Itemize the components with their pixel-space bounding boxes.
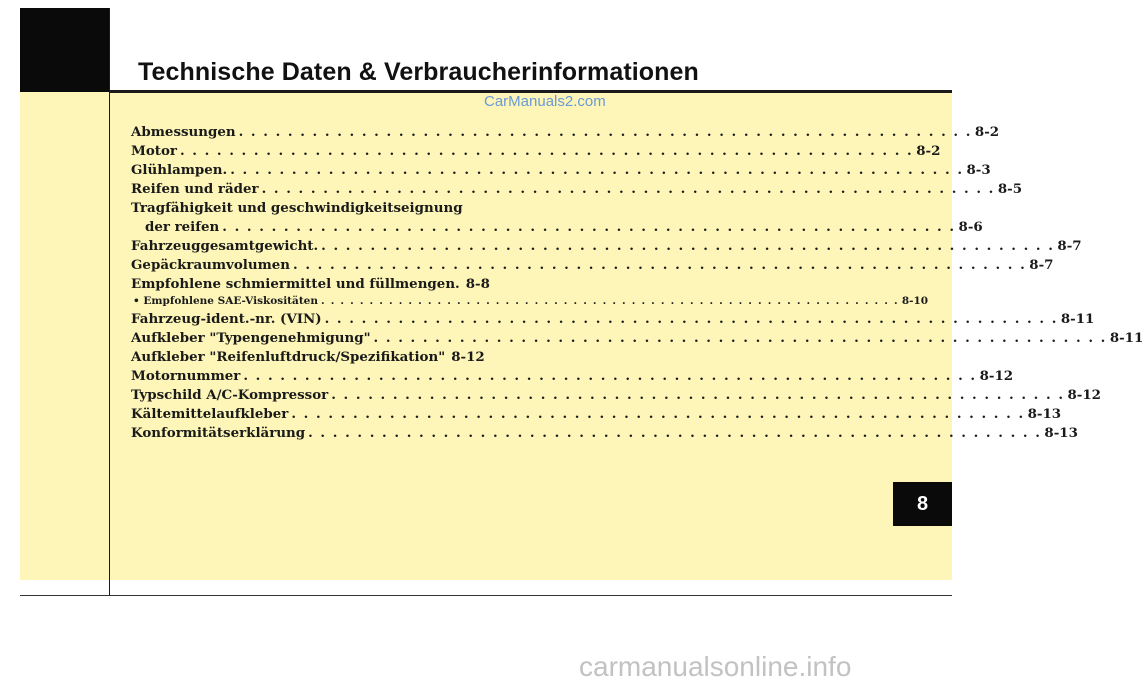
- toc-entry-page: 8-11: [1060, 311, 1095, 327]
- toc-entry-page: 8-13: [1027, 406, 1062, 422]
- chapter-tab: [893, 482, 952, 526]
- toc-entry-page: 8-5: [997, 181, 1023, 197]
- toc-entry-page: 8-7: [1057, 238, 1082, 254]
- footer-rule: [20, 595, 952, 596]
- toc-entry-page: 8-12: [979, 368, 1014, 384]
- toc-entry[interactable]: [131, 219, 983, 238]
- toc-entry-text: der reifen: [145, 219, 220, 235]
- toc-entry-text: Aufkleber "Typengenehmigung": [131, 330, 371, 346]
- toc-entry-text: Typschild A/C-Kompressor: [131, 387, 329, 403]
- toc-entry-text: Fahrzeug-ident.-nr. (VIN): [131, 311, 322, 327]
- toc-entry-text: Motor: [131, 143, 177, 159]
- toc-entry[interactable]: [131, 181, 1023, 200]
- watermark-carmanualsonline[interactable]: carmanualsonline.info: [579, 651, 852, 682]
- toc-entry-text: • Empfohlene SAE-Viskositäten: [133, 295, 318, 307]
- toc-entry[interactable]: [131, 162, 991, 181]
- leader-dots: [243, 368, 976, 384]
- toc-entry[interactable]: [131, 143, 941, 162]
- toc-entry[interactable]: [131, 257, 1054, 276]
- toc-subentry[interactable]: [131, 295, 929, 311]
- vertical-margin-line: [109, 8, 110, 596]
- toc-entry[interactable]: [131, 330, 1143, 349]
- leader-dots: [293, 257, 1026, 273]
- toc-entry[interactable]: [131, 425, 1078, 444]
- toc-entry-page: 8-7: [1029, 257, 1054, 273]
- toc-entry-text: Reifen und räder: [131, 181, 259, 197]
- leader-dots: [180, 143, 913, 159]
- toc-entry-page: 8-3: [966, 162, 991, 178]
- toc-entry-text: Gepäckraumvolumen: [131, 257, 291, 273]
- page-title: Technische Daten & Verbraucherinformationen: [138, 58, 699, 86]
- toc-entry[interactable]: [131, 406, 1062, 425]
- toc-entry[interactable]: [131, 349, 483, 368]
- leader-dots: [321, 295, 899, 307]
- leader-dots: [262, 181, 995, 197]
- leader-dots: [222, 219, 955, 235]
- toc-entry[interactable]: [131, 311, 1095, 330]
- leader-dots: [374, 330, 1107, 346]
- toc-entry-page: 8-11: [1109, 330, 1143, 346]
- toc-entry-page: 8-10: [901, 295, 929, 307]
- table-of-contents: [131, 124, 1143, 444]
- toc-entry[interactable]: [131, 387, 1101, 406]
- toc-entry-page: 8-12: [451, 349, 485, 365]
- toc-entry-text: Motornummer: [131, 368, 241, 384]
- toc-entry-text: Fahrzeuggesamtgewicht.: [131, 238, 319, 254]
- toc-entry-page: 8-6: [958, 219, 983, 235]
- toc-entry[interactable]: [131, 368, 1014, 387]
- toc-entry-page: 8-2: [974, 124, 1000, 140]
- toc-entry-text: Tragfähigkeit und geschwindigkeitseignung: [131, 200, 463, 216]
- chapter-number: 8: [916, 492, 929, 515]
- toc-entry[interactable]: [131, 276, 490, 295]
- leader-dots: [308, 425, 1041, 441]
- toc-entry-heading: [131, 200, 483, 219]
- toc-entry-text: Aufkleber "Reifenluftdruck/Spezifikation": [131, 349, 446, 365]
- leader-dots: [291, 406, 1024, 422]
- toc-entry-page: 8-2: [916, 143, 941, 159]
- leader-dots: [325, 311, 1058, 327]
- leader-dots: [230, 162, 963, 178]
- leader-dots: [331, 387, 1064, 403]
- toc-entry[interactable]: [131, 124, 1000, 143]
- toc-entry-text: Empfohlene schmiermittel und füllmengen.: [131, 276, 460, 292]
- toc-entry-page: 8-13: [1044, 425, 1078, 441]
- leader-dots: [239, 124, 972, 140]
- leader-dots: [321, 238, 1054, 254]
- toc-entry-text: Glühlampen.: [131, 162, 228, 178]
- toc-entry-page: 8-12: [1067, 387, 1101, 403]
- corner-block: [20, 8, 109, 92]
- toc-entry-text: Konformitätserklärung: [131, 425, 306, 441]
- toc-entry-text: Abmessungen: [131, 124, 236, 140]
- toc-entry-page: 8-8: [465, 276, 490, 292]
- toc-entry-text: Kältemittelaufkleber: [131, 406, 289, 422]
- toc-entry[interactable]: [131, 238, 1082, 257]
- watermark-carmanuals2[interactable]: CarManuals2.com: [484, 93, 606, 110]
